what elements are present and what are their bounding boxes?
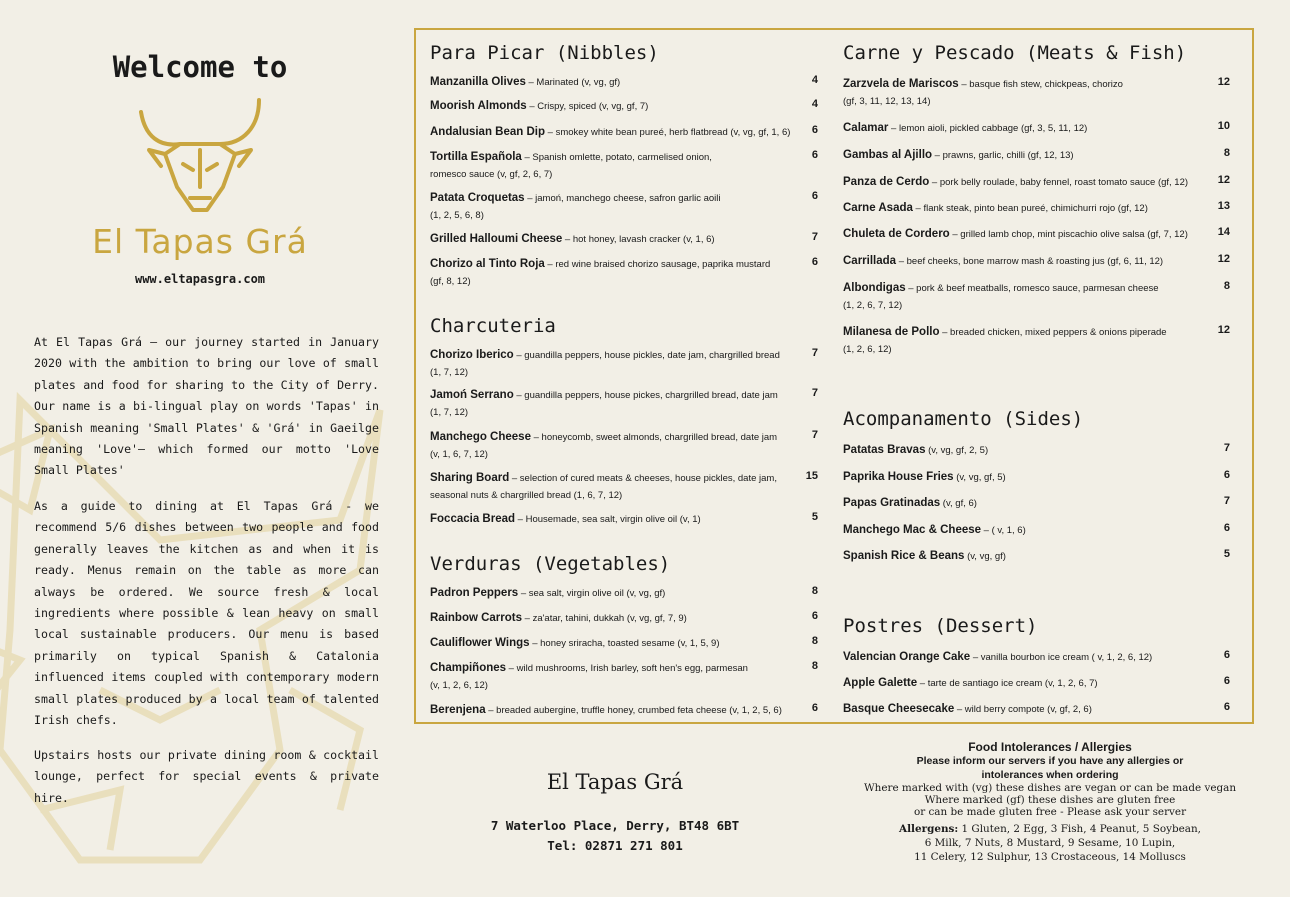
footer-address: 7 Waterloo Place, Derry, BT48 6BT [490, 818, 740, 833]
menu-item-description: – tarte de santiago ice cream (v, 1, 2, 6, 7) [917, 678, 1098, 689]
menu-item-name: Padron Peppers [430, 587, 519, 599]
menu-item-description: (v, gf, 6) [940, 498, 977, 509]
menu-item-price: 7 [811, 387, 818, 399]
section-title: Carne y Pescado (Meats & Fish) [843, 42, 1187, 64]
menu-item-name: Paprika House Fries [843, 471, 954, 483]
menu-item-price: 6 [1223, 522, 1230, 534]
menu-item-price: 7 [811, 231, 818, 243]
allergens-line-1 [845, 822, 1255, 836]
menu-item-name: Albondigas [843, 282, 906, 294]
menu-item [430, 702, 782, 719]
menu-item-price: 6 [811, 149, 818, 161]
gluten-note-1: Where marked (gf) these dishes are gluten free [924, 794, 1176, 806]
menu-item-price: 8 [811, 660, 818, 672]
menu-item-price: 6 [811, 702, 818, 714]
welcome-heading: Welcome to [112, 50, 288, 84]
section-title: Postres (Dessert) [843, 615, 1038, 637]
menu-item-price: 6 [1223, 649, 1230, 661]
menu-item [430, 149, 712, 183]
menu-item [843, 324, 1167, 358]
menu-item [430, 124, 790, 141]
menu-item [430, 98, 648, 115]
menu-item [843, 147, 1074, 164]
menu-item-allergens: (1, 2, 6, 7, 12) [843, 300, 903, 311]
footer-restaurant-name: El Tapas Grá [546, 770, 684, 794]
menu-item [843, 675, 1098, 692]
menu-item-description: – grilled lamb chop, mint piscachio olive salsa (gf, 7, 12) [949, 229, 1188, 240]
menu-item-name: Milanesa de Pollo [843, 326, 940, 338]
menu-item-name: Papas Gratinadas [843, 497, 941, 509]
menu-item-price: 12 [1217, 253, 1230, 265]
website-link[interactable]: www.eltapasgra.com [134, 272, 266, 286]
menu-item-description: – honey sriracha, toasted sesame (v, 1, 5, 9) [529, 638, 720, 649]
menu-item-name: Chorizo Iberico [430, 349, 514, 361]
intro-paragraph-3: Upstairs hosts our private dining room & cocktail lounge, perfect for special events & private hire. [34, 748, 379, 805]
menu-item-description: – Marinated (v, vg, gf) [525, 77, 621, 88]
menu-item-price: 6 [811, 256, 818, 268]
menu-item-description: – Crispy, spiced (v, vg, gf, 7) [526, 101, 649, 112]
menu-item-price: 6 [1223, 701, 1230, 713]
menu-item-name: Calamar [843, 122, 889, 134]
menu-item-description: – vanilla bourbon ice cream ( v, 1, 2, 6, 12) [970, 652, 1153, 663]
menu-item-name: Manzanilla Olives [430, 76, 526, 88]
menu-item-name: Carne Asada [843, 202, 913, 214]
menu-item [843, 701, 1092, 718]
menu-item [843, 280, 1159, 314]
menu-item-price: 12 [1217, 174, 1230, 186]
menu-item [430, 610, 687, 627]
menu-item-description: – jamoń, manchego cheese, safron garlic aoili [524, 193, 721, 204]
brand-name: El Tapas Grá [92, 222, 308, 261]
menu-item-name: Cauliflower Wings [430, 637, 530, 649]
intro-paragraph-1: At El Tapas Grá – our journey started in January 2020 with the ambition to bring our love of small plates and food for sharing to the City of Derry. Our name is a bi-lingual play on words 'Tapas' in Spanish meaning 'Small Plates' & 'Grá' in Gaeilge meaning 'Love'– which formed our motto 'Love Small Plates' [34, 335, 379, 478]
menu-item-price: 4 [811, 98, 818, 110]
menu-item-price: 12 [1217, 76, 1230, 88]
menu-item-price: 6 [811, 190, 818, 202]
menu-item-name: Berenjena [430, 704, 486, 716]
menu-item-name: Sharing Board [430, 472, 510, 484]
menu-item-price: 15 [805, 470, 818, 482]
menu-item-description: – pork belly roulade, baby fennel, roast tomato sauce (gf, 12) [929, 177, 1189, 188]
menu-item-allergens: seasonal nuts & chargrilled bread (1, 6, 7, 12) [430, 490, 623, 501]
menu-item-description: – breaded chicken, mixed peppers & onions piperade [939, 327, 1167, 338]
menu-item [430, 429, 777, 463]
menu-item-price: 4 [811, 74, 818, 86]
menu-item-description: – guandilla peppers, house pickes, chargrilled bread, date jam [513, 390, 778, 401]
menu-item-price: 6 [1223, 675, 1230, 687]
gluten-note-2: or can be made gluten free - Please ask your server [913, 806, 1187, 818]
section-title: Charcuteria [430, 315, 556, 337]
menu-item-name: Andalusian Bean Dip [430, 126, 546, 138]
allergy-heading: Food Intolerances / Allergies [968, 740, 1132, 754]
menu-item [843, 120, 1087, 137]
menu-item-name: Champiñones [430, 662, 507, 674]
menu-item-price: 7 [811, 429, 818, 441]
menu-item [843, 522, 1026, 539]
menu-item [430, 660, 748, 694]
menu-item [430, 387, 778, 421]
menu-item-name: Panza de Cerdo [843, 176, 930, 188]
menu-item [430, 585, 665, 602]
menu-item-name: Basque Cheesecake [843, 703, 955, 715]
menu-item-price: 12 [1217, 324, 1230, 336]
menu-item-description: – wild mushrooms, Irish barley, soft hen's egg, parmesan [506, 663, 748, 674]
menu-item-name: Patata Croquetas [430, 192, 525, 204]
menu-item-allergens: (1, 7, 12) [430, 367, 469, 378]
menu-item [430, 256, 770, 290]
menu-item-price: 8 [1223, 280, 1230, 292]
menu-item-price: 8 [1223, 147, 1230, 159]
menu-item-description: (v, vg, gf) [964, 551, 1006, 562]
menu-item [843, 469, 1006, 486]
menu-item [843, 226, 1188, 243]
allergy-notice-line-1: Please inform our servers if you have any allergies or [916, 755, 1184, 767]
menu-item-name: Jamoń Serrano [430, 389, 514, 401]
menu-item-allergens: (v, 1, 2, 6, 12) [430, 680, 488, 691]
menu-item-price: 8 [811, 585, 818, 597]
menu-item [843, 200, 1148, 217]
menu-item-price: 14 [1217, 226, 1230, 238]
intro-panel [0, 0, 400, 897]
allergens-list-1: 1 Gluten, 2 Egg, 3 Fish, 4 Peanut, 5 Soybean, [958, 823, 1201, 835]
menu-item-description: (v, vg, gf, 5) [953, 472, 1006, 483]
menu-item-price: 5 [811, 511, 818, 523]
menu-item-description: – breaded aubergine, truffle honey, crumbed feta cheese (v, 1, 2, 5, 6) [485, 705, 782, 716]
menu-item [430, 74, 620, 91]
menu-item-name: Manchego Cheese [430, 431, 531, 443]
menu-item-price: 7 [1223, 495, 1230, 507]
menu-item-price: 13 [1217, 200, 1230, 212]
menu-item-price: 8 [811, 635, 818, 647]
menu-item [430, 635, 720, 652]
menu-item-price: 7 [811, 347, 818, 359]
menu-item-description: – flank steak, pinto bean pureé, chimichurri rojo (gf, 12) [912, 203, 1148, 214]
menu-item-name: Chuleta de Cordero [843, 228, 950, 240]
menu-item-description: – prawns, garlic, chilli (gf, 12, 13) [932, 150, 1074, 161]
menu-item-description: – pork & beef meatballs, romesco sauce, parmesan cheese [905, 283, 1159, 294]
allergy-info [845, 740, 1255, 864]
menu-item-description: (v, vg, gf, 2, 5) [925, 445, 989, 456]
menu-item [843, 76, 1123, 110]
allergens-label: Allergens: [899, 823, 959, 835]
allergy-notice-line-2: intolerances when ordering [981, 769, 1119, 781]
allergens-line-3: 11 Celery, 12 Sulphur, 13 Crostaceous, 14 Molluscs [914, 851, 1186, 863]
intro-paragraph-2: As a guide to dining at El Tapas Grá - we recommend 5/6 dishes between two people and food generally leaves the kitchen as and when it is ready. Menus remain on the table as more can always be ordered. We source fresh & local ingredients where possible & lean heavy on small local sustainable producers. Our menu is based primarily on typical Spanish & Catalonia influenced items coupled with contemporary modern small plates produced by a local team of talented Irish chefs. [34, 499, 379, 728]
menu-item-name: Foccacia Bread [430, 513, 516, 525]
menu-item-name: Grilled Halloumi Cheese [430, 233, 563, 245]
menu-item-description: – ( v, 1, 6) [981, 525, 1026, 536]
menu-item [843, 649, 1152, 666]
menu-item-description: – za'atar, tahini, dukkah (v, vg, gf, 7, 9) [522, 613, 687, 624]
menu-item [843, 548, 1006, 565]
menu-item [430, 470, 777, 504]
menu-item-name: Carrillada [843, 255, 897, 267]
menu-item [430, 231, 715, 248]
menu-item-name: Tortilla Española [430, 151, 522, 163]
menu-item-price: 5 [1223, 548, 1230, 560]
menu-item [843, 174, 1188, 191]
menu-item [843, 442, 988, 459]
menu-item-price: 6 [1223, 469, 1230, 481]
menu-item-allergens: (1, 7, 12) [430, 407, 469, 418]
menu-item-name: Patatas Bravas [843, 444, 926, 456]
menu-item [843, 253, 1163, 270]
menu-item-name: Manchego Mac & Cheese [843, 524, 982, 536]
menu-item-description: – selection of cured meats & cheeses, house pickles, date jam, [509, 473, 777, 484]
menu-item-description: – basque fish stew, chickpeas, chorizo [958, 79, 1123, 90]
bull-head-logo-icon [135, 92, 265, 217]
menu-item-allergens: romesco sauce (v, gf, 2, 6, 7) [430, 169, 553, 180]
menu-item-description: – red wine braised chorizo sausage, paprika mustard [544, 259, 771, 270]
vegan-note: Where marked with (vg) these dishes are vegan or can be made vegan [863, 782, 1237, 794]
menu-item-name: Moorish Almonds [430, 100, 527, 112]
menu-item-description: – smokey white bean pureé, herb flatbread (v, vg, gf, 1, 6) [545, 127, 791, 138]
menu-item-name: Spanish Rice & Beans [843, 550, 965, 562]
menu-item-name: Rainbow Carrots [430, 612, 523, 624]
menu-item-description: – beef cheeks, bone marrow mash & roasting jus (gf, 6, 11, 12) [896, 256, 1164, 267]
menu-item-name: Chorizo al Tinto Roja [430, 258, 545, 270]
menu-item-allergens: (1, 2, 5, 6, 8) [430, 210, 484, 221]
menu-item-description: – lemon aioli, pickled cabbage (gf, 3, 5, 11, 12) [888, 123, 1088, 134]
footer-phone[interactable]: Tel: 02871 271 801 [547, 838, 683, 853]
menu-item-price: 10 [1217, 120, 1230, 132]
menu-item-description: – hot honey, lavash cracker (v, 1, 6) [562, 234, 715, 245]
menu-item-price: 6 [811, 124, 818, 136]
menu-item-allergens: (gf, 3, 11, 12, 13, 14) [843, 96, 931, 107]
menu-item-name: Apple Galette [843, 677, 918, 689]
section-title: Verduras (Vegetables) [430, 553, 671, 575]
menu-item-description: – Spanish omlette, potato, carmelised onion, [521, 152, 712, 163]
allergens-line-2: 6 Milk, 7 Nuts, 8 Mustard, 9 Sesame, 10 Lupin, [924, 837, 1176, 849]
menu-item-price: 6 [811, 610, 818, 622]
menu-item [843, 495, 977, 512]
menu-item-description: – sea salt, virgin olive oil (v, vg, gf) [518, 588, 666, 599]
menu-item-price: 7 [1223, 442, 1230, 454]
menu-item-description: – Housemade, sea salt, virgin olive oil (v, 1) [515, 514, 701, 525]
menu-item [430, 511, 701, 528]
menu-item-description: – honeycomb, sweet almonds, chargrilled bread, date jam [530, 432, 778, 443]
menu-item-allergens: (1, 2, 6, 12) [843, 344, 892, 355]
section-title: Para Picar (Nibbles) [430, 42, 659, 64]
menu-item-description: – wild berry compote (v, gf, 2, 6) [954, 704, 1092, 715]
menu-item [430, 190, 721, 224]
menu-item-name: Gambas al Ajillo [843, 149, 933, 161]
section-title: Acompanamento (Sides) [843, 408, 1084, 430]
menu-item-allergens: (v, 1, 6, 7, 12) [430, 449, 488, 460]
menu-item-name: Zarzvela de Mariscos [843, 78, 959, 90]
menu-item-description: – guandilla peppers, house pickles, date jam, chargrilled bread [513, 350, 780, 361]
menu-item-allergens: (gf, 8, 12) [430, 276, 471, 287]
menu-item-name: Valencian Orange Cake [843, 651, 971, 663]
menu-item [430, 347, 780, 381]
